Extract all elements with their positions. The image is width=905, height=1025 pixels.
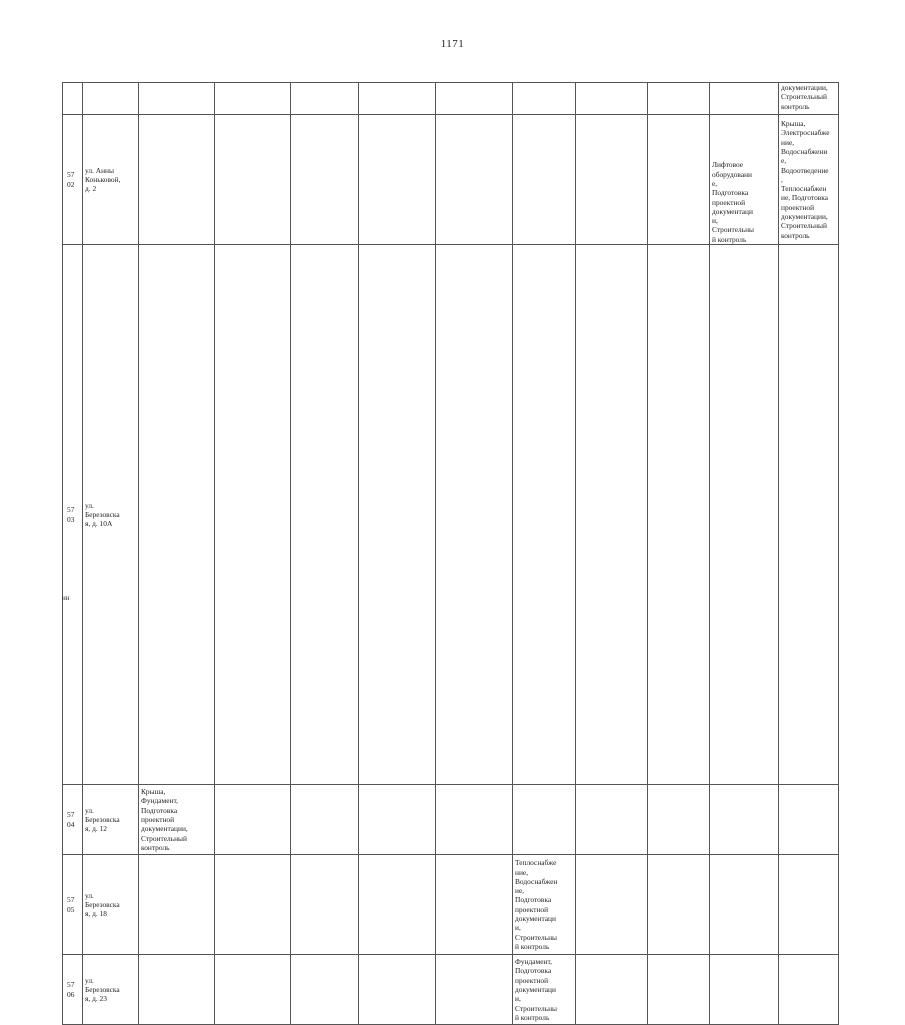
work-type-cell bbox=[513, 115, 576, 245]
work-type-cell bbox=[648, 785, 710, 855]
work-type-cell bbox=[359, 115, 436, 245]
work-type-cell bbox=[576, 785, 648, 855]
table-row bbox=[63, 245, 839, 785]
work-type-cell bbox=[710, 83, 779, 115]
work-type-cell bbox=[215, 785, 291, 855]
page-number: 1171 bbox=[440, 38, 465, 50]
work-type-cell bbox=[291, 955, 359, 1025]
work-type-cell bbox=[359, 245, 436, 785]
work-type-cell bbox=[291, 855, 359, 955]
work-type-cell bbox=[576, 855, 648, 955]
work-type-cell bbox=[779, 855, 839, 955]
row-number-cell: 57 03 bbox=[63, 245, 83, 785]
address-cell: ул. Анны Коньковой, д. 2 bbox=[83, 115, 139, 245]
work-type-cell bbox=[648, 115, 710, 245]
address-cell: ул. Березовска я, д. 10А bbox=[83, 245, 139, 785]
work-type-cell bbox=[710, 855, 779, 955]
work-type-cell bbox=[215, 955, 291, 1025]
work-type-cell bbox=[291, 115, 359, 245]
work-type-cell bbox=[576, 115, 648, 245]
table-row bbox=[63, 115, 839, 245]
work-type-cell bbox=[436, 785, 513, 855]
work-type-cell bbox=[215, 245, 291, 785]
work-type-cell bbox=[648, 245, 710, 785]
work-type-cell bbox=[513, 83, 576, 115]
schedule-table bbox=[62, 82, 839, 1025]
address-cell: ул. Березовска я, д. 23 bbox=[83, 955, 139, 1025]
row-number-cell: 57 05 bbox=[63, 855, 83, 955]
work-type-cell: документации, Строительный контроль bbox=[779, 83, 839, 115]
work-type-cell bbox=[710, 955, 779, 1025]
row-number-cell: 57 06 bbox=[63, 955, 83, 1025]
footer-mark: нн bbox=[62, 594, 70, 602]
work-type-cell: Крыша, Электроснабже ние, Водоснабжени е, Водоотведение , Теплоснабжен ие, Подготовка проектной документации, Строительный контроль bbox=[779, 115, 839, 245]
work-type-cell bbox=[291, 83, 359, 115]
row-number-cell: 57 02 bbox=[63, 115, 83, 245]
work-type-cell bbox=[513, 245, 576, 785]
work-type-cell bbox=[139, 855, 215, 955]
table-row bbox=[63, 83, 839, 115]
work-type-cell bbox=[359, 955, 436, 1025]
table-row bbox=[63, 955, 839, 1025]
work-type-cell bbox=[710, 785, 779, 855]
work-type-cell bbox=[215, 115, 291, 245]
work-type-cell bbox=[436, 83, 513, 115]
address-cell: ул. Березовска я, д. 18 bbox=[83, 855, 139, 955]
row-number-cell: 57 04 bbox=[63, 785, 83, 855]
table-row bbox=[63, 785, 839, 855]
work-type-cell bbox=[291, 245, 359, 785]
work-type-cell bbox=[359, 855, 436, 955]
work-type-cell bbox=[576, 83, 648, 115]
work-type-cell: Теплоснабже ние, Водоснабжен ие, Подготовка проектной документаци и, Строительны й контроль bbox=[513, 855, 576, 955]
work-type-cell bbox=[215, 855, 291, 955]
work-type-cell bbox=[648, 83, 710, 115]
work-type-cell bbox=[139, 955, 215, 1025]
address-cell: ул. Березовска я, д. 12 bbox=[83, 785, 139, 855]
row-number-cell bbox=[63, 83, 83, 115]
work-type-cell bbox=[648, 955, 710, 1025]
work-type-cell: Фундамент, Подготовка проектной документаци и, Строительны й контроль bbox=[513, 955, 576, 1025]
work-type-cell bbox=[436, 245, 513, 785]
work-type-cell bbox=[436, 115, 513, 245]
work-type-cell bbox=[359, 83, 436, 115]
work-type-cell bbox=[359, 785, 436, 855]
work-type-cell bbox=[436, 855, 513, 955]
table-row bbox=[63, 855, 839, 955]
work-type-cell bbox=[513, 785, 576, 855]
work-type-cell: Лифтовое оборудовани е, Подготовка проектной документаци и, Строительны й контроль bbox=[710, 115, 779, 245]
work-type-cell bbox=[576, 955, 648, 1025]
work-type-cell bbox=[436, 955, 513, 1025]
work-type-cell bbox=[576, 245, 648, 785]
work-type-cell bbox=[139, 245, 215, 785]
work-type-cell bbox=[779, 245, 839, 785]
work-type-cell bbox=[139, 83, 215, 115]
work-type-cell bbox=[139, 115, 215, 245]
work-type-cell bbox=[648, 855, 710, 955]
address-cell bbox=[83, 83, 139, 115]
work-type-cell bbox=[779, 785, 839, 855]
work-type-cell bbox=[215, 83, 291, 115]
work-type-cell bbox=[710, 245, 779, 785]
work-type-cell: Крыша, Фундамент, Подготовка проектной документации, Строительный контроль bbox=[139, 785, 215, 855]
work-type-cell bbox=[291, 785, 359, 855]
work-type-cell bbox=[779, 955, 839, 1025]
